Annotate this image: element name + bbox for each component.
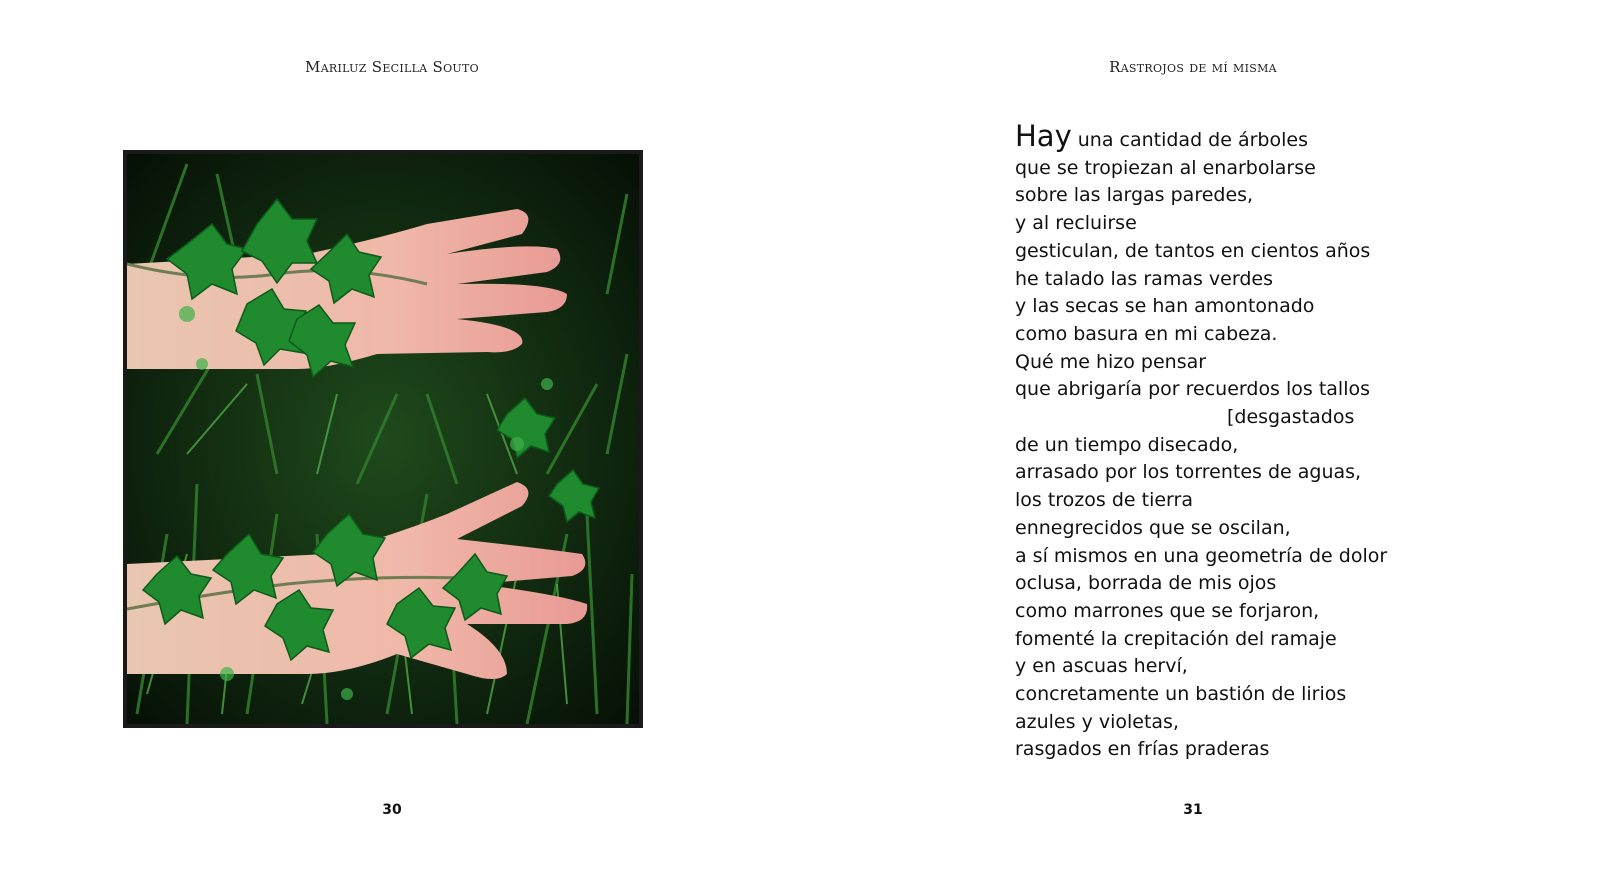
poem-line: azules y violetas, bbox=[1015, 710, 1179, 733]
page-number-right: 31 bbox=[1183, 802, 1203, 818]
poem-line: a sí mismos en una geometría de dolor bbox=[1015, 544, 1388, 567]
poem-lead-word: Hay bbox=[1015, 119, 1072, 153]
photo-hands-ivy bbox=[123, 150, 643, 728]
photo-illustration bbox=[127, 154, 639, 724]
poem-line: sobre las largas paredes, bbox=[1015, 184, 1254, 207]
poem-line: y al recluirse bbox=[1015, 212, 1137, 235]
poem-line: que abrigaría por recuerdos los tallos bbox=[1015, 378, 1371, 401]
right-page bbox=[800, 0, 1600, 894]
poem-line-continuation: [desgastados bbox=[1227, 406, 1355, 429]
running-head-author: Mariluz Secilla Souto bbox=[305, 58, 479, 76]
poem-line: como basura en mi cabeza. bbox=[1015, 322, 1278, 345]
poem-line: he talado las ramas verdes bbox=[1015, 267, 1273, 290]
poem-line: fomenté la crepitación del ramaje bbox=[1015, 627, 1337, 650]
poem-line: de un tiempo disecado, bbox=[1015, 433, 1239, 456]
poem-line: rasgados en frías praderas bbox=[1015, 738, 1270, 761]
poem-line: ennegrecidos que se oscilan, bbox=[1015, 516, 1291, 539]
poem-line: los trozos de tierra bbox=[1015, 489, 1193, 512]
page-number-left: 30 bbox=[382, 802, 402, 818]
poem-line: oclusa, borrada de mis ojos bbox=[1015, 572, 1277, 595]
poem-line: y en ascuas herví, bbox=[1015, 655, 1188, 678]
running-head-title: Rastrojos de mí misma bbox=[1109, 58, 1277, 76]
poem-line: concretamente un bastión de lirios bbox=[1015, 683, 1347, 706]
poem-line: arrasado por los torrentes de aguas, bbox=[1015, 461, 1362, 484]
poem-line: gesticulan, de tantos en cientos años bbox=[1015, 239, 1371, 262]
poem-line-1 bbox=[1015, 119, 1575, 155]
poem-line: como marrones que se forjaron, bbox=[1015, 599, 1320, 622]
poem-line: que se tropiezan al enarbolarse bbox=[1015, 156, 1316, 179]
poem bbox=[1015, 119, 1575, 764]
poem-line: Qué me hizo pensar bbox=[1015, 350, 1207, 373]
poem-line: y las secas se han amontonado bbox=[1015, 295, 1315, 318]
poem-first-line-rest: una cantidad de árboles bbox=[1077, 129, 1308, 151]
